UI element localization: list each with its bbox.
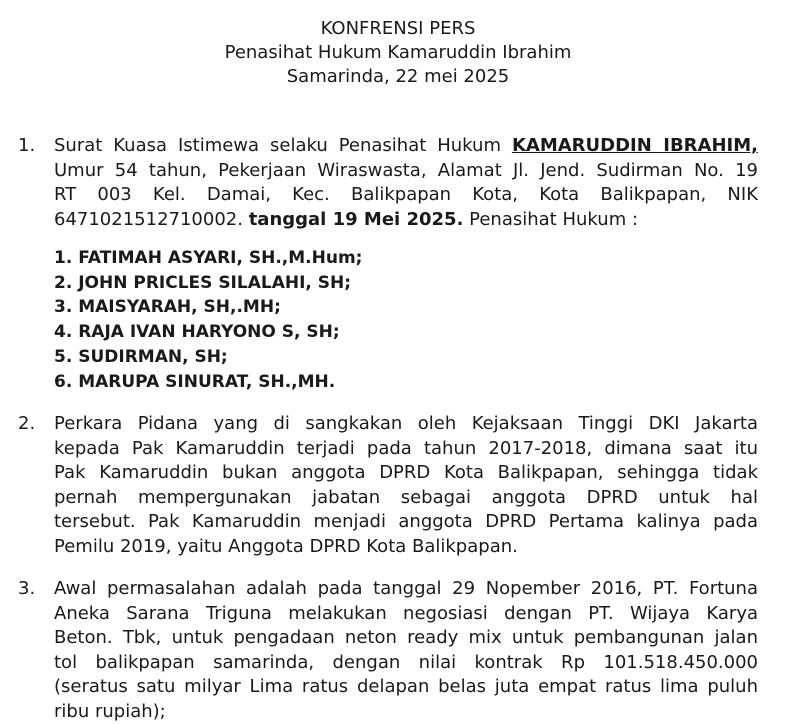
lawyer-item: 3. MAISYARAH, SH,.MH; bbox=[54, 295, 362, 320]
point-2-line: Pak Kamaruddin bukan anggota DPRD Kota Balikpapan, sehingga tidak bbox=[54, 461, 758, 486]
lawyer-item: 4. RAJA IVAN HARYONO S, SH; bbox=[54, 320, 362, 345]
point-3 bbox=[18, 577, 758, 724]
point-1-line-1-text: Surat Kuasa Istimewa selaku Penasihat Hukum bbox=[54, 135, 512, 156]
point-2 bbox=[18, 412, 758, 559]
point-2-number: 2. bbox=[18, 412, 35, 437]
lawyer-item: 6. MARUPA SINURAT, SH.,MH. bbox=[54, 370, 362, 395]
lawyer-item: 1. FATIMAH ASYARI, SH.,M.Hum; bbox=[54, 246, 362, 271]
nik-number: 6471021512710002. bbox=[54, 209, 249, 230]
lawyer-item: 2. JOHN PRICLES SILALAHI, SH; bbox=[54, 271, 362, 296]
doc-place-date: Samarinda, 22 mei 2025 bbox=[0, 66, 796, 87]
lawyer-list bbox=[54, 246, 362, 394]
point-3-line: Aneka Sarana Triguna melakukan negosiasi dengan PT. Wijaya Karya bbox=[54, 602, 758, 627]
point-1-line-4 bbox=[54, 208, 758, 233]
point-3-line: Awal permasalahan adalah pada tanggal 29 Nopember 2016, PT. Fortuna bbox=[54, 577, 758, 602]
point-2-line: Pemilu 2019, yaitu Anggota DPRD Kota Balikpapan. bbox=[54, 535, 758, 560]
point-2-line: kepada Pak Kamaruddin terjadi pada tahun 2017-2018, dimana saat itu bbox=[54, 437, 758, 462]
point-2-line: Perkara Pidana yang di sangkakan oleh Kejaksaan Tinggi DKI Jakarta bbox=[54, 412, 758, 437]
point-3-line: tol balikpapan samarinda, dengan nilai kontrak Rp 101.518.450.000 bbox=[54, 651, 758, 676]
point-3-number: 3. bbox=[18, 577, 35, 602]
client-name: KAMARUDDIN IBRAHIM, bbox=[512, 135, 758, 156]
point-2-text bbox=[54, 412, 758, 559]
power-of-attorney-date: tanggal 19 Mei 2025. bbox=[249, 209, 464, 230]
point-2-line: pernah mempergunakan jabatan sebagai anggota DPRD untuk hal bbox=[54, 486, 758, 511]
point-3-line: ribu rupiah); bbox=[54, 700, 758, 724]
point-1-number: 1. bbox=[18, 134, 35, 159]
point-2-line: tersebut. Pak Kamaruddin menjadi anggota DPRD Pertama kalinya pada bbox=[54, 510, 758, 535]
doc-title: KONFRENSI PERS bbox=[0, 18, 796, 39]
point-3-line: (seratus satu milyar Lima ratus delapan belas juta empat ratus lima puluh bbox=[54, 675, 758, 700]
point-1-line-3: RT 003 Kel. Damai, Kec. Balikpapan Kota, Kota Balikpapan, NIK bbox=[54, 183, 758, 208]
point-1-line-2: Umur 54 tahun, Pekerjaan Wiraswasta, Alamat Jl. Jend. Sudirman No. 19 bbox=[54, 159, 758, 184]
lawyers-heading: Penasihat Hukum : bbox=[463, 209, 638, 230]
point-1-text bbox=[54, 134, 758, 232]
lawyer-item: 5. SUDIRMAN, SH; bbox=[54, 345, 362, 370]
point-3-text bbox=[54, 577, 758, 724]
point-1 bbox=[18, 134, 758, 232]
doc-subtitle: Penasihat Hukum Kamaruddin Ibrahim bbox=[0, 42, 796, 63]
point-3-line: Beton. Tbk, untuk pengadaan neton ready mix untuk pembangunan jalan bbox=[54, 626, 758, 651]
point-1-line-1 bbox=[54, 134, 758, 159]
